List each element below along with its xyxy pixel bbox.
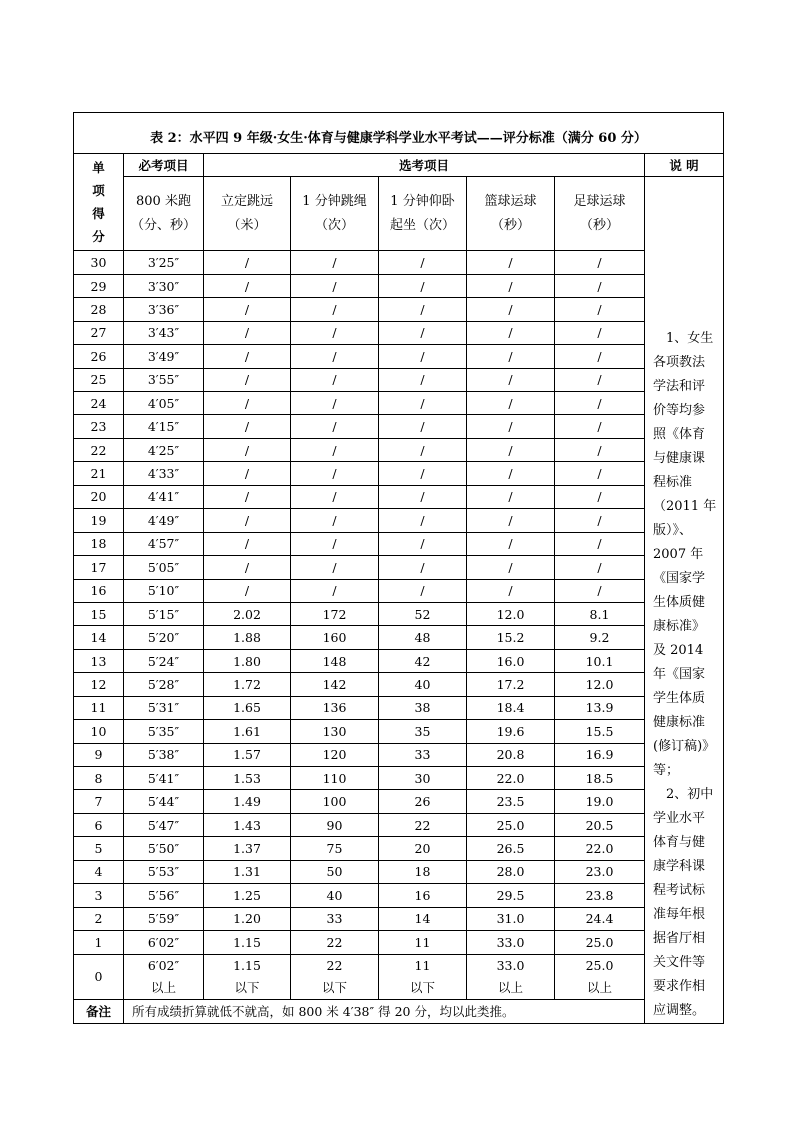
cell-rope-skip: 130 — [291, 720, 379, 743]
cell-football: / — [555, 485, 645, 508]
table-row — [74, 321, 724, 344]
table-row — [74, 907, 724, 930]
cell-score: 8 — [74, 767, 124, 790]
cell-standing-jump: 1.57 — [204, 743, 291, 766]
cell-situps: 22 — [379, 813, 467, 836]
cell-score: 13 — [74, 649, 124, 672]
cell-basketball: 33.0 — [467, 931, 555, 954]
col-header-football: 足球运球 （秒） — [555, 177, 645, 251]
cell-situps: / — [379, 345, 467, 368]
table-row — [74, 485, 724, 508]
cell-situps: 48 — [379, 626, 467, 649]
cell-score: 24 — [74, 392, 124, 415]
cell-football: / — [555, 392, 645, 415]
cell-standing-jump: / — [204, 579, 291, 602]
cell-basketball: 16.0 — [467, 649, 555, 672]
cell-basketball: / — [467, 321, 555, 344]
cell-score: 18 — [74, 532, 124, 555]
table-row — [74, 860, 724, 883]
table-row — [74, 509, 724, 532]
cell-situps: / — [379, 368, 467, 391]
cell-score: 15 — [74, 602, 124, 625]
cell-situps: 42 — [379, 649, 467, 672]
cell-standing-jump: / — [204, 274, 291, 297]
cell-basketball: / — [467, 415, 555, 438]
cell-situps: / — [379, 532, 467, 555]
cell-football: / — [555, 251, 645, 274]
cell-situps: / — [379, 438, 467, 461]
table-row — [74, 649, 724, 672]
cell-basketball: 22.0 — [467, 767, 555, 790]
cell-standing-jump: / — [204, 368, 291, 391]
table-row — [74, 532, 724, 555]
cell-standing-jump: 1.61 — [204, 720, 291, 743]
cell-football: / — [555, 321, 645, 344]
cell-rope-skip: 22 — [291, 931, 379, 954]
cell-score: 26 — [74, 345, 124, 368]
cell-run-800m: 3′30″ — [124, 274, 204, 297]
cell-rope-skip: 172 — [291, 602, 379, 625]
cell-football: / — [555, 368, 645, 391]
cell-rope-skip: 160 — [291, 626, 379, 649]
cell-score: 21 — [74, 462, 124, 485]
cell-standing-jump: 1.43 — [204, 813, 291, 836]
cell-score: 17 — [74, 556, 124, 579]
cell-basketball: 33.0 以上 — [467, 954, 555, 1000]
remark-row — [74, 1000, 724, 1024]
cell-standing-jump: 1.31 — [204, 860, 291, 883]
cell-football: / — [555, 298, 645, 321]
cell-situps: 40 — [379, 673, 467, 696]
table-row — [74, 274, 724, 297]
cell-basketball: 28.0 — [467, 860, 555, 883]
cell-standing-jump: / — [204, 556, 291, 579]
table-title-cell — [74, 113, 724, 154]
cell-situps: / — [379, 298, 467, 321]
score-header — [74, 154, 124, 251]
cell-situps: 11 — [379, 931, 467, 954]
cell-football: 13.9 — [555, 696, 645, 719]
score-table — [73, 112, 724, 1024]
cell-situps: 35 — [379, 720, 467, 743]
cell-run-800m: 4′57″ — [124, 532, 204, 555]
cell-situps: / — [379, 462, 467, 485]
cell-score: 16 — [74, 579, 124, 602]
cell-run-800m: 6′02″ 以上 — [124, 954, 204, 1000]
cell-score: 4 — [74, 860, 124, 883]
col-header-standing-jump: 立定跳远 （米） — [204, 177, 291, 251]
cell-standing-jump: 1.80 — [204, 649, 291, 672]
col-header-rope-skip: 1 分钟跳绳 （次） — [291, 177, 379, 251]
table-row — [74, 931, 724, 954]
cell-run-800m: 5′44″ — [124, 790, 204, 813]
cell-run-800m: 3′36″ — [124, 298, 204, 321]
cell-score: 25 — [74, 368, 124, 391]
cell-situps: / — [379, 556, 467, 579]
cell-standing-jump: / — [204, 415, 291, 438]
cell-situps: / — [379, 321, 467, 344]
cell-score: 19 — [74, 509, 124, 532]
required-header: 必考项目 — [124, 154, 204, 177]
table-row — [74, 368, 724, 391]
cell-score: 5 — [74, 837, 124, 860]
cell-football: 23.8 — [555, 884, 645, 907]
cell-situps: 20 — [379, 837, 467, 860]
cell-football: 24.4 — [555, 907, 645, 930]
cell-rope-skip: 100 — [291, 790, 379, 813]
cell-basketball: / — [467, 462, 555, 485]
cell-run-800m: 3′55″ — [124, 368, 204, 391]
cell-run-800m: 5′20″ — [124, 626, 204, 649]
cell-rope-skip: / — [291, 532, 379, 555]
cell-situps: 38 — [379, 696, 467, 719]
cell-basketball: 18.4 — [467, 696, 555, 719]
col-header-basketball: 篮球运球 （秒） — [467, 177, 555, 251]
cell-football: / — [555, 462, 645, 485]
cell-football: 12.0 — [555, 673, 645, 696]
cell-situps: / — [379, 485, 467, 508]
cell-rope-skip: 33 — [291, 907, 379, 930]
cell-run-800m: 6′02″ — [124, 931, 204, 954]
cell-run-800m: 4′25″ — [124, 438, 204, 461]
cell-football: 15.5 — [555, 720, 645, 743]
cell-run-800m: 3′43″ — [124, 321, 204, 344]
cell-situps: / — [379, 274, 467, 297]
cell-standing-jump: 1.88 — [204, 626, 291, 649]
cell-basketball: 12.0 — [467, 602, 555, 625]
cell-situps: 30 — [379, 767, 467, 790]
cell-basketball: / — [467, 509, 555, 532]
cell-rope-skip: / — [291, 485, 379, 508]
cell-score: 11 — [74, 696, 124, 719]
cell-football: 25.0 以上 — [555, 954, 645, 1000]
cell-score: 1 — [74, 931, 124, 954]
cell-standing-jump: 1.15 — [204, 931, 291, 954]
table-row — [74, 743, 724, 766]
cell-rope-skip: / — [291, 321, 379, 344]
cell-situps: / — [379, 392, 467, 415]
table-row — [74, 415, 724, 438]
cell-run-800m: 4′33″ — [124, 462, 204, 485]
cell-football: 16.9 — [555, 743, 645, 766]
cell-football: 19.0 — [555, 790, 645, 813]
cell-score: 2 — [74, 907, 124, 930]
cell-run-800m: 5′28″ — [124, 673, 204, 696]
cell-run-800m: 5′10″ — [124, 579, 204, 602]
cell-standing-jump: / — [204, 532, 291, 555]
elective-header: 选考项目 — [204, 154, 645, 177]
cell-rope-skip: 148 — [291, 649, 379, 672]
cell-basketball: 23.5 — [467, 790, 555, 813]
cell-run-800m: 5′47″ — [124, 813, 204, 836]
cell-run-800m: 5′35″ — [124, 720, 204, 743]
cell-situps: 52 — [379, 602, 467, 625]
cell-rope-skip: 142 — [291, 673, 379, 696]
cell-score: 14 — [74, 626, 124, 649]
cell-football: / — [555, 415, 645, 438]
cell-run-800m: 4′05″ — [124, 392, 204, 415]
table-row — [74, 438, 724, 461]
score-standard-document — [73, 112, 723, 1024]
cell-football: 8.1 — [555, 602, 645, 625]
cell-situps: / — [379, 415, 467, 438]
table-row — [74, 790, 724, 813]
cell-score: 20 — [74, 485, 124, 508]
cell-situps: 18 — [379, 860, 467, 883]
cell-football: 22.0 — [555, 837, 645, 860]
col-header-800m: 800 米跑 （分、秒） — [124, 177, 204, 251]
cell-rope-skip: 50 — [291, 860, 379, 883]
cell-basketball: / — [467, 438, 555, 461]
note-column — [645, 177, 724, 1024]
cell-football: 9.2 — [555, 626, 645, 649]
cell-run-800m: 4′49″ — [124, 509, 204, 532]
table-row — [74, 673, 724, 696]
cell-basketball: 15.2 — [467, 626, 555, 649]
cell-rope-skip: 22 以下 — [291, 954, 379, 1000]
cell-rope-skip: / — [291, 509, 379, 532]
table-row — [74, 696, 724, 719]
cell-football: 25.0 — [555, 931, 645, 954]
cell-standing-jump: 1.49 — [204, 790, 291, 813]
table-row — [74, 720, 724, 743]
cell-rope-skip: / — [291, 392, 379, 415]
cell-standing-jump: / — [204, 485, 291, 508]
cell-rope-skip: 90 — [291, 813, 379, 836]
remark-text: 所有成绩折算就低不就高，如 800 米 4′38″ 得 20 分，均以此类推。 — [124, 1000, 724, 1024]
cell-run-800m: 3′49″ — [124, 345, 204, 368]
cell-football: / — [555, 509, 645, 532]
col-header-situps: 1 分钟仰卧 起坐（次） — [379, 177, 467, 251]
cell-football: 10.1 — [555, 649, 645, 672]
cell-basketball: 29.5 — [467, 884, 555, 907]
cell-score: 22 — [74, 438, 124, 461]
cell-standing-jump: / — [204, 345, 291, 368]
cell-rope-skip: / — [291, 462, 379, 485]
cell-rope-skip: 120 — [291, 743, 379, 766]
cell-rope-skip: / — [291, 345, 379, 368]
cell-situps: 26 — [379, 790, 467, 813]
cell-rope-skip: / — [291, 556, 379, 579]
note-text: 1、女生各项教法学法和评价等均参照《体育与健康课程标准（2011 年版）》、2007 年《国家学生体质健康标准》及 2014 年《国家学生体质健康标准(修订稿)》等； 2、初中学业水平体育与健康学科课程考试标准每年根据省厅相关文件等要求作相应调整。 — [653, 331, 717, 1018]
cell-basketball: / — [467, 579, 555, 602]
cell-rope-skip: / — [291, 251, 379, 274]
cell-situps: / — [379, 509, 467, 532]
cell-standing-jump: / — [204, 392, 291, 415]
cell-standing-jump: 1.53 — [204, 767, 291, 790]
cell-football: / — [555, 438, 645, 461]
cell-rope-skip: / — [291, 415, 379, 438]
cell-situps: 33 — [379, 743, 467, 766]
table-row — [74, 837, 724, 860]
cell-basketball: / — [467, 485, 555, 508]
cell-standing-jump: / — [204, 251, 291, 274]
table-row — [74, 626, 724, 649]
cell-run-800m: 5′15″ — [124, 602, 204, 625]
cell-score: 0 — [74, 954, 124, 1000]
table-row — [74, 392, 724, 415]
cell-run-800m: 5′53″ — [124, 860, 204, 883]
cell-standing-jump: / — [204, 462, 291, 485]
cell-basketball: / — [467, 368, 555, 391]
cell-situps: 11 以下 — [379, 954, 467, 1000]
table-row — [74, 884, 724, 907]
cell-standing-jump: 1.72 — [204, 673, 291, 696]
cell-rope-skip: / — [291, 368, 379, 391]
cell-score: 7 — [74, 790, 124, 813]
cell-run-800m: 5′05″ — [124, 556, 204, 579]
cell-basketball: 20.8 — [467, 743, 555, 766]
cell-run-800m: 5′41″ — [124, 767, 204, 790]
table-row — [74, 251, 724, 274]
cell-run-800m: 5′59″ — [124, 907, 204, 930]
table-row — [74, 556, 724, 579]
cell-rope-skip: 75 — [291, 837, 379, 860]
cell-run-800m: 4′41″ — [124, 485, 204, 508]
table-row — [74, 767, 724, 790]
cell-standing-jump: / — [204, 509, 291, 532]
cell-run-800m: 4′15″ — [124, 415, 204, 438]
table-row — [74, 954, 724, 1000]
cell-standing-jump: 1.65 — [204, 696, 291, 719]
cell-score: 12 — [74, 673, 124, 696]
table-row — [74, 602, 724, 625]
cell-rope-skip: 136 — [291, 696, 379, 719]
cell-run-800m: 5′24″ — [124, 649, 204, 672]
cell-situps: / — [379, 579, 467, 602]
cell-football: / — [555, 345, 645, 368]
cell-run-800m: 3′25″ — [124, 251, 204, 274]
table-row — [74, 298, 724, 321]
cell-run-800m: 5′31″ — [124, 696, 204, 719]
remark-label: 备注 — [74, 1000, 124, 1024]
cell-basketball: / — [467, 532, 555, 555]
cell-rope-skip: / — [291, 579, 379, 602]
cell-standing-jump: / — [204, 298, 291, 321]
cell-basketball: 25.0 — [467, 813, 555, 836]
cell-football: / — [555, 556, 645, 579]
cell-rope-skip: / — [291, 274, 379, 297]
cell-basketball: 31.0 — [467, 907, 555, 930]
table-row — [74, 579, 724, 602]
cell-basketball: / — [467, 392, 555, 415]
cell-score: 10 — [74, 720, 124, 743]
cell-basketball: 26.5 — [467, 837, 555, 860]
cell-basketball: / — [467, 298, 555, 321]
note-header: 说 明 — [645, 154, 724, 177]
cell-situps: / — [379, 251, 467, 274]
score-header-text: 单 项 得 分 — [92, 160, 105, 245]
cell-basketball: / — [467, 345, 555, 368]
cell-situps: 14 — [379, 907, 467, 930]
cell-score: 6 — [74, 813, 124, 836]
cell-basketball: / — [467, 274, 555, 297]
cell-run-800m: 5′56″ — [124, 884, 204, 907]
cell-football: / — [555, 579, 645, 602]
cell-score: 9 — [74, 743, 124, 766]
cell-rope-skip: 110 — [291, 767, 379, 790]
cell-score: 30 — [74, 251, 124, 274]
cell-football: / — [555, 532, 645, 555]
cell-standing-jump: / — [204, 438, 291, 461]
cell-rope-skip: / — [291, 438, 379, 461]
cell-basketball: 19.6 — [467, 720, 555, 743]
cell-standing-jump: 1.25 — [204, 884, 291, 907]
cell-situps: 16 — [379, 884, 467, 907]
cell-basketball: / — [467, 556, 555, 579]
cell-standing-jump: 1.20 — [204, 907, 291, 930]
cell-score: 3 — [74, 884, 124, 907]
cell-run-800m: 5′38″ — [124, 743, 204, 766]
cell-football: 23.0 — [555, 860, 645, 883]
table-title: 表 2：水平四 9 年级·女生·体育与健康学科学业水平考试——评分标准（满分 60 分） — [150, 130, 647, 146]
cell-standing-jump: / — [204, 321, 291, 344]
cell-score: 29 — [74, 274, 124, 297]
table-row — [74, 462, 724, 485]
cell-basketball: / — [467, 251, 555, 274]
cell-standing-jump: 1.15 以下 — [204, 954, 291, 1000]
cell-standing-jump: 2.02 — [204, 602, 291, 625]
table-row — [74, 345, 724, 368]
cell-score: 28 — [74, 298, 124, 321]
cell-run-800m: 5′50″ — [124, 837, 204, 860]
cell-football: 20.5 — [555, 813, 645, 836]
cell-basketball: 17.2 — [467, 673, 555, 696]
cell-rope-skip: / — [291, 298, 379, 321]
table-row — [74, 813, 724, 836]
cell-football: 18.5 — [555, 767, 645, 790]
cell-football: / — [555, 274, 645, 297]
cell-rope-skip: 40 — [291, 884, 379, 907]
cell-standing-jump: 1.37 — [204, 837, 291, 860]
cell-score: 23 — [74, 415, 124, 438]
cell-score: 27 — [74, 321, 124, 344]
